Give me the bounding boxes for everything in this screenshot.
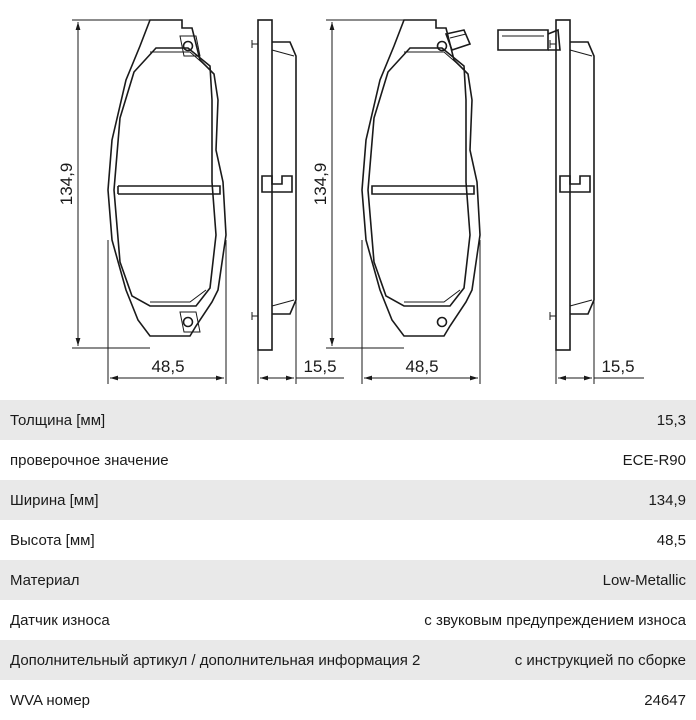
spec-value: с инструкцией по сборке	[514, 651, 686, 669]
spec-value: 24647	[644, 691, 686, 709]
spec-row	[0, 640, 696, 680]
dim-height-left-label: 134,9	[57, 162, 76, 206]
dim-width-right-label: 48,5	[405, 357, 439, 376]
spec-value: Low-Metallic	[602, 571, 686, 589]
spec-row	[0, 600, 696, 640]
spec-label: Ширина [мм]	[10, 491, 99, 509]
spec-label: Материал	[10, 571, 80, 589]
spec-row	[0, 520, 696, 560]
brake-pad-side-view-right	[498, 20, 594, 350]
spec-value: с звуковым предупреждением износа	[424, 611, 686, 629]
spec-label: Датчик износа	[10, 611, 110, 629]
dim-height-right-label: 134,9	[311, 162, 330, 206]
spec-label: Высота [мм]	[10, 531, 95, 549]
spec-row	[0, 400, 696, 440]
brake-pad-side-view-left	[252, 20, 296, 350]
spec-label: проверочное значение	[10, 451, 169, 469]
brake-pad-front-view-right	[362, 20, 480, 336]
spec-row	[0, 560, 696, 600]
spec-row	[0, 440, 696, 480]
dim-width-left-label: 48,5	[151, 357, 185, 376]
dimension-thickness-left	[258, 300, 344, 384]
spec-value: 15,3	[656, 411, 686, 429]
spec-row	[0, 680, 696, 720]
spec-label: Дополнительный артикул / дополнительная информация 2	[10, 651, 421, 669]
dim-thickness-right-label: 15,5	[601, 357, 635, 376]
spec-label: WVA номер	[10, 691, 91, 709]
spec-value: 134,9	[648, 491, 686, 509]
dimension-width-left	[108, 240, 226, 384]
specifications-table	[0, 400, 696, 720]
spec-value: 48,5	[656, 531, 686, 549]
spec-label: Толщина [мм]	[10, 411, 106, 429]
spec-row	[0, 480, 696, 520]
dim-thickness-left-label: 15,5	[303, 357, 337, 376]
dimension-width-right	[362, 240, 480, 384]
brake-pad-front-view-left	[108, 20, 226, 336]
spec-value: ECE-R90	[622, 451, 686, 469]
